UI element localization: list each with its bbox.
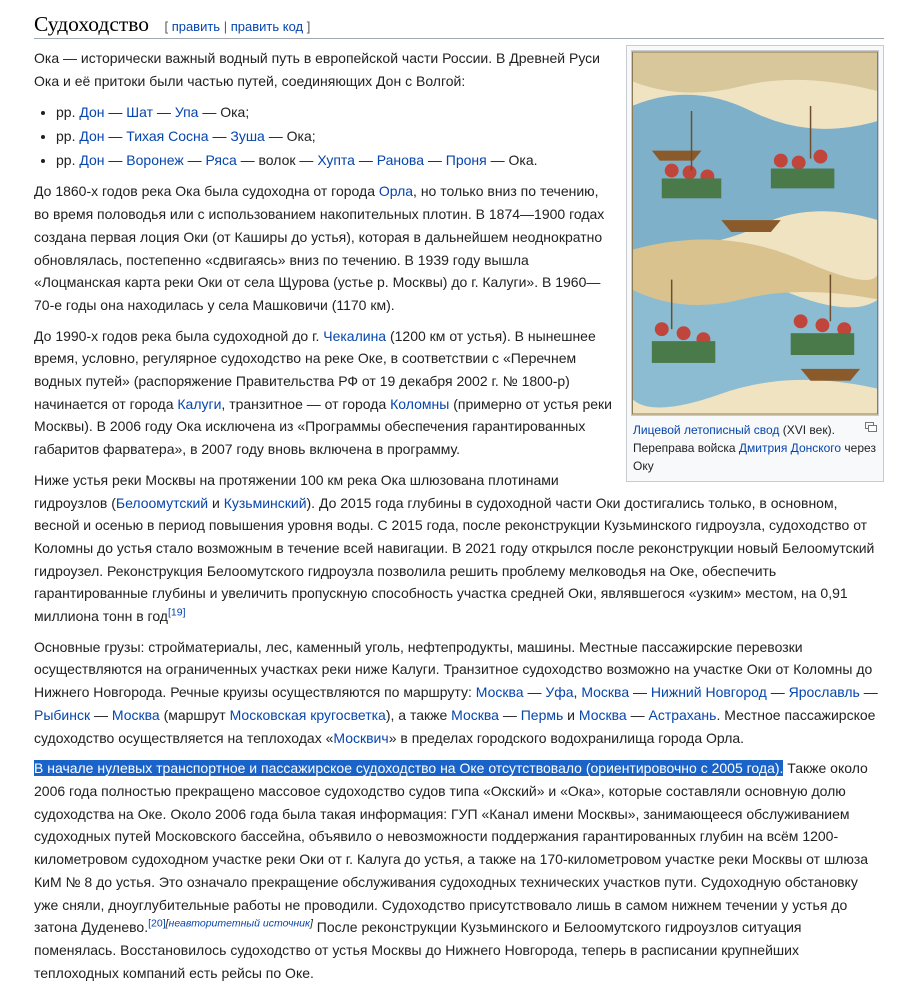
route-item: • рр. Дон — Шат — Упа — Ока; (56, 100, 884, 124)
link-moskvich[interactable]: Москвич (333, 729, 389, 746)
link-chekalin[interactable]: Чекалина (323, 327, 387, 344)
river-link[interactable]: Тихая Сосна (126, 128, 209, 145)
decline-paragraph: В начале нулевых транспортное и пассажирское судоходство на Оке отсутствовало (ориентировочно с 2005 года). Также около 2006 года полностью прекращено массовое судоходство судов типа «Окский» и «Ока», которые составляли основную долю судоходства на Оке. Около 2006 года была такая информация: ГУП «Канал имени Москвы», занимающееся обслуживанием судоходных путей Московского бассейна, объявило о невозможности поддержания гарантированных глубин на всём 1200-километровом судоходном участке реки Оки от г. Калуга до устья, а также на 170-километровом участке реки Москвы от шлюза КиМ № 8 до устья. Это означало прекращение обслуживания судоходных технических участков пути. Судоходную обстановку уже сняли, дноуглубительные работы не проводили. Судоходство присутствовало лишь в самом нижнем течении у устья до затона Дуденево.[20][неавторитетный источник] После реконструкции Кузьминского и Белоомутского гидроузлов ситуация поменялась. Восстановилось судоходство от устья Москвы до Нижнего Новгорода, теперь в расписании крупнейших теплоходных компаний есть рейсы по Оке. (34, 760, 869, 981)
river-link[interactable]: Дон (79, 128, 105, 145)
edit-section-links: [ править | править код ] (164, 19, 311, 34)
city-link[interactable]: Москва (111, 706, 160, 723)
reference-20[interactable]: [20] (148, 917, 166, 930)
city-link[interactable]: Москва (451, 706, 499, 723)
river-link[interactable]: Воронеж (126, 152, 184, 169)
cargo-paragraph: Основные грузы: стройматериалы, лес, каменный уголь, нефтепродукты, машины. Местные пассажирские перевозки осуществляются на ограниченных участках реки ниже Калуги. Транзитное судоходство возможно на участке Оки от Коломны до Нижнего Новгорода. Речные круизы осуществляются по маршруту: Москва — Уфа, Москва — Нижний Новгород — Ярославль — Рыбинск — Москва (маршрут Московская кругосветка), а также Москва — Пермь и Москва — Астрахань. Местное пассажирское судоходство осуществляется на теплоходах «Москвич» в пределах городского водохранилища города Орла. (34, 638, 878, 746)
caption-link-chronicle[interactable]: Лицевой летописный свод (633, 423, 780, 437)
link-kolomna[interactable]: Коломны (390, 395, 450, 412)
river-link[interactable]: Шат (126, 104, 154, 121)
city-link[interactable]: Москва (581, 684, 630, 701)
river-link[interactable]: Проня (445, 152, 487, 169)
city-link[interactable]: Нижний Новгород (650, 684, 767, 701)
link-beloomut[interactable]: Белоомутский (115, 494, 209, 511)
route-item: • рр. Дон — Воронеж — Ряса — волок — Хупта — Ранова — Проня — Ока. (56, 148, 884, 172)
selected-text: В начале нулевых транспортное и пассажирское судоходство на Оке отсутствовало (ориентировочно с 2005 года). (34, 760, 784, 777)
locks-paragraph: Ниже устья реки Москвы на протяжении 100 км река Ока шлюзована плотинами гидроузлов (Белоомутский и Кузьминский). До 2015 года глубины в судоходной части Оки достигались только, в основном, весной и осенью в период повышения уровня воды. С 2015 года, после реконструкции Кузьминского гидроузла, судоходство от Коломны до устья стало возможным в течение всей навигации. В 2021 году открылся после реконструкции новый Белоомутский гидроузел. Реконструкция Белоомутского гидроузла позволила решить проблему мелководья на Оке, обеспечить гарантированные глубины и увеличить пропускную способность участка средней Оки, являвшегося «узким» местом, на 0,91 миллиона тонн в год[19] (34, 471, 875, 625)
history-paragraph: До 1860-х годов река Ока была судоходна от города Орла, но только вниз по течению, во время половодья или с использованием накопительных плотин. В 1874—1900 годах создана первая лоция Оки (от Каширы до устья), которая в дальнейшем неоднократно обновлялась, постепенно «сдвигаясь» вниз по течению. В 1939 году вышла «Лоцманская карта реки Оки от села Щурова (устье р. Москвы) до г. Калуги». В 1960—70-е годы она находилась у села Машковичи (1170 км). (34, 183, 605, 313)
link-orel[interactable]: Орла (378, 183, 414, 200)
edit-code-link[interactable]: править код (230, 19, 304, 34)
river-link[interactable]: Дон (79, 104, 105, 121)
section-heading (34, 0, 884, 39)
river-link[interactable]: Ранова (376, 152, 424, 169)
city-link[interactable]: Пермь (520, 706, 564, 723)
navigation-paragraph: До 1990-х годов река была судоходной до г. Чекалина (1200 км от устья). В нынешнее время, условно, регулярное судоходство на реке Оке, в соответствии с «Перечнем водных путей» (распоряжение Правительства РФ от 19 декабря 2002 г. № 1800-р) начинается от города Калуги, транзитное — от города Коломны (примерно от устья реки Москвы). В 2006 году Ока исключена из «Программы обеспечения гарантированных габаритов фарватера», в 2007 году вновь включена в программу. (34, 327, 612, 458)
city-link[interactable]: Ярославль (788, 684, 860, 701)
link-kaluga[interactable]: Калуги (177, 395, 222, 412)
magnify-icon[interactable] (865, 422, 877, 432)
river-link[interactable]: Дон (79, 152, 105, 169)
intro-paragraph: Ока — исторически важный водный путь в европейской части России. В Древней Руси Ока и её притоки были частью путей, соединяющих Дон с Волгой: (34, 50, 600, 89)
unreliable-source-link[interactable]: неавторитетный источник (168, 917, 310, 930)
figure-caption: Лицевой летописный свод (XVI век). Переправа войска Дмитрия Донского через Оку (633, 423, 876, 473)
city-link[interactable]: Москва (475, 684, 524, 701)
caption-link-donskoy[interactable]: Дмитрия Донского (738, 441, 842, 455)
chronicle-illustration[interactable] (631, 50, 879, 416)
link-kuzminsk[interactable]: Кузьминский (223, 494, 307, 511)
river-link[interactable]: Зуша (230, 128, 265, 145)
edit-link[interactable]: править (171, 19, 221, 34)
figure-thumbnail (626, 45, 884, 482)
city-link[interactable]: Уфа (545, 684, 574, 701)
section-title: Судоходство (34, 12, 150, 36)
link-moscow-loop[interactable]: Московская кругосветка (229, 706, 386, 723)
city-link[interactable]: Рыбинск (34, 706, 91, 723)
route-item: • рр. Дон — Тихая Сосна — Зуша — Ока; (56, 124, 884, 148)
city-link[interactable]: Москва (578, 706, 627, 723)
article-section (34, 0, 884, 992)
reference-19[interactable]: [19] (167, 606, 186, 619)
city-link[interactable]: Астрахань (648, 706, 717, 723)
river-link[interactable]: Ряса (205, 152, 237, 169)
river-link[interactable]: Хупта (317, 152, 355, 169)
river-link[interactable]: Упа (174, 104, 199, 121)
